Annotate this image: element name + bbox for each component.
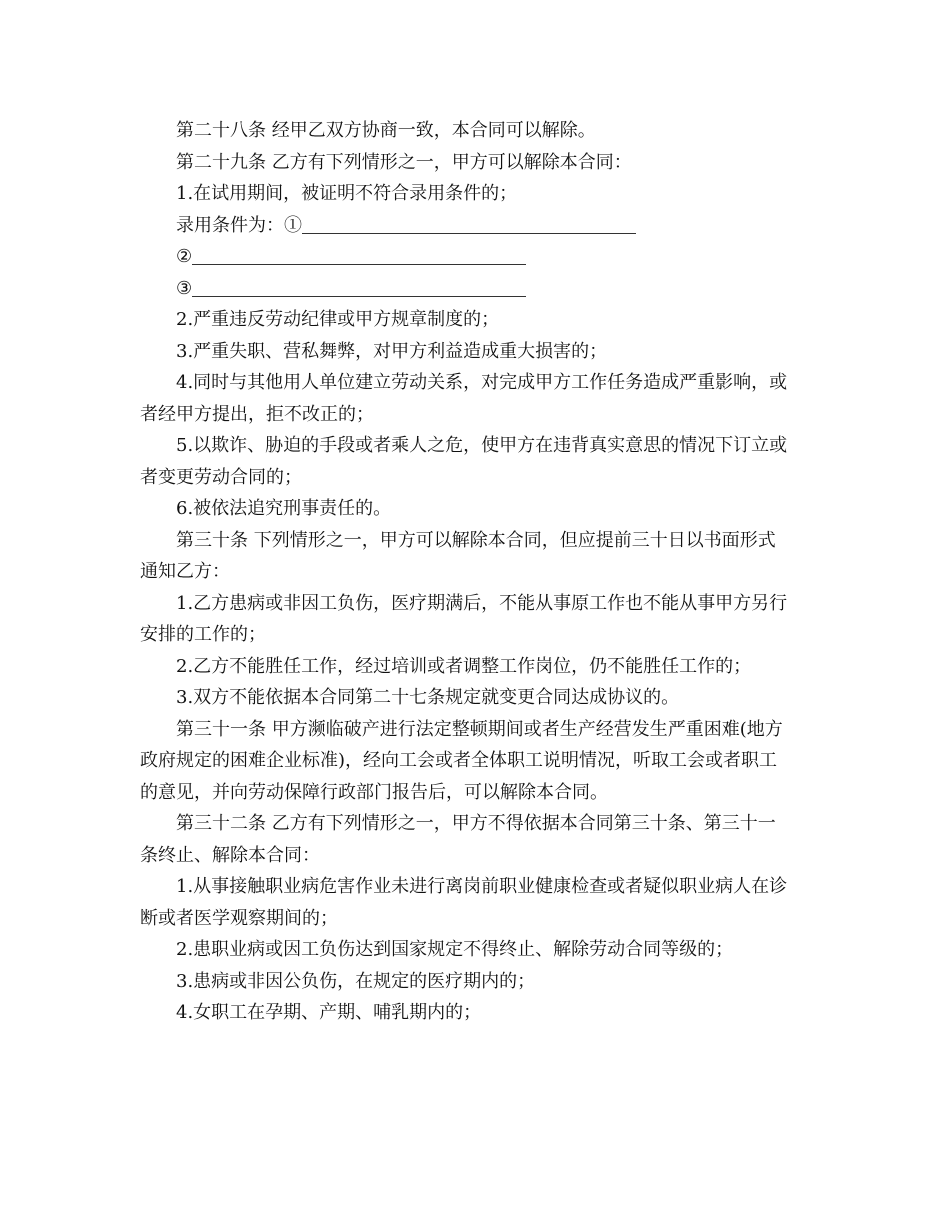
text-line: 第三十一条 甲方濒临破产进行法定整顿期间或者生产经营发生严重困难(地方 [176,718,783,740]
blank-field [192,278,526,297]
hiring-conditions-line-2 [140,241,815,273]
article-32-item-2 [140,934,815,966]
article-30-heading-cont [140,556,815,588]
article-32-heading-cont [140,840,815,872]
text-line: 第二十九条 乙方有下列情形之一，甲方可以解除本合同： [176,151,632,173]
article-29-item-4-cont [140,399,815,431]
article-29-item-5-cont [140,462,815,494]
text-line: 1.从事接触职业病危害作业未进行离岗前职业健康检查或者疑似职业病人在诊 [176,876,788,897]
text-line: 4.同时与其他用人单位建立劳动关系，对完成甲方工作任务造成严重影响，或 [176,372,788,393]
text-line: 3.双方不能依据本合同第二十七条规定就变更合同达成协议的。 [176,687,680,708]
text-line: 2.患职业病或因工负伤达到国家规定不得终止、解除劳动合同等级的； [176,939,734,960]
blank-field [192,246,526,265]
article-31 [140,714,815,746]
article-30-item-2 [140,651,815,683]
text-line: ② [176,246,193,267]
article-29-item-5 [140,430,815,462]
text-line: 第三十条 下列情形之一，甲方可以解除本合同，但应提前三十日以书面形式 [176,529,776,551]
article-30-item-1 [140,588,815,620]
text-line: 2.乙方不能胜任工作，经过培训或者调整工作岗位，仍不能胜任工作的； [176,655,752,677]
article-29-item-2 [140,304,815,336]
text-line: 3.严重失职、营私舞弊，对甲方利益造成重大损害的； [176,340,608,362]
article-29-item-1 [140,178,815,210]
article-28 [140,115,815,147]
text-line: 通知乙方： [140,561,230,582]
text-line: 条终止、解除本合同： [140,844,320,866]
article-30-heading [140,525,815,557]
text-line: 6.被依法追究刑事责任的。 [176,498,392,519]
blank-field [302,215,636,234]
text-line: 录用条件为：① [176,214,302,236]
text-line: 者变更劳动合同的； [140,466,302,488]
article-29-item-6 [140,493,815,525]
text-line: 者经甲方提出，拒不改正的； [140,403,374,425]
text-line: 4.女职工在孕期、产期、哺乳期内的； [176,1002,482,1023]
article-32-item-1 [140,871,815,903]
text-line: 1.在试用期间，被证明不符合录用条件的； [176,183,518,204]
article-29-item-3 [140,336,815,368]
text-line: ③ [176,277,193,299]
text-line: 2.严重违反劳动纪律或甲方规章制度的； [176,309,500,330]
text-line: 5.以欺诈、胁迫的手段或者乘人之危，使甲方在违背真实意思的情况下订立或 [176,435,788,456]
text-line: 安排的工作的； [140,624,266,645]
text-line: 3.患病或非因公负伤，在规定的医疗期内的； [176,970,536,992]
article-32-item-1-cont [140,903,815,935]
article-31-cont-1 [140,745,815,777]
article-30-item-1-cont [140,619,815,651]
article-30-item-3 [140,682,815,714]
article-29-item-4 [140,367,815,399]
article-31-cont-2 [140,777,815,809]
text-line: 第二十八条 经甲乙双方协商一致，本合同可以解除。 [176,120,596,141]
text-line: 断或者医学观察期间的； [140,907,338,929]
text-line: 的意见，并向劳动保障行政部门报告后，可以解除本合同。 [140,781,608,803]
hiring-conditions-line-3 [140,273,815,305]
article-29-heading [140,147,815,179]
article-32-heading [140,808,815,840]
article-32-item-4 [140,997,815,1029]
hiring-conditions-line-1 [140,210,815,242]
text-line: 政府规定的困难企业标准)，经向工会或者全体职工说明情况，听取工会或者职工 [140,750,778,771]
document-page [140,115,815,1029]
text-line: 第三十二条 乙方有下列情形之一，甲方不得依据本合同第三十条、第三十一 [176,813,776,834]
text-line: 1.乙方患病或非因工负伤，医疗期满后，不能从事原工作也不能从事甲方另行 [176,592,788,614]
article-32-item-3 [140,966,815,998]
